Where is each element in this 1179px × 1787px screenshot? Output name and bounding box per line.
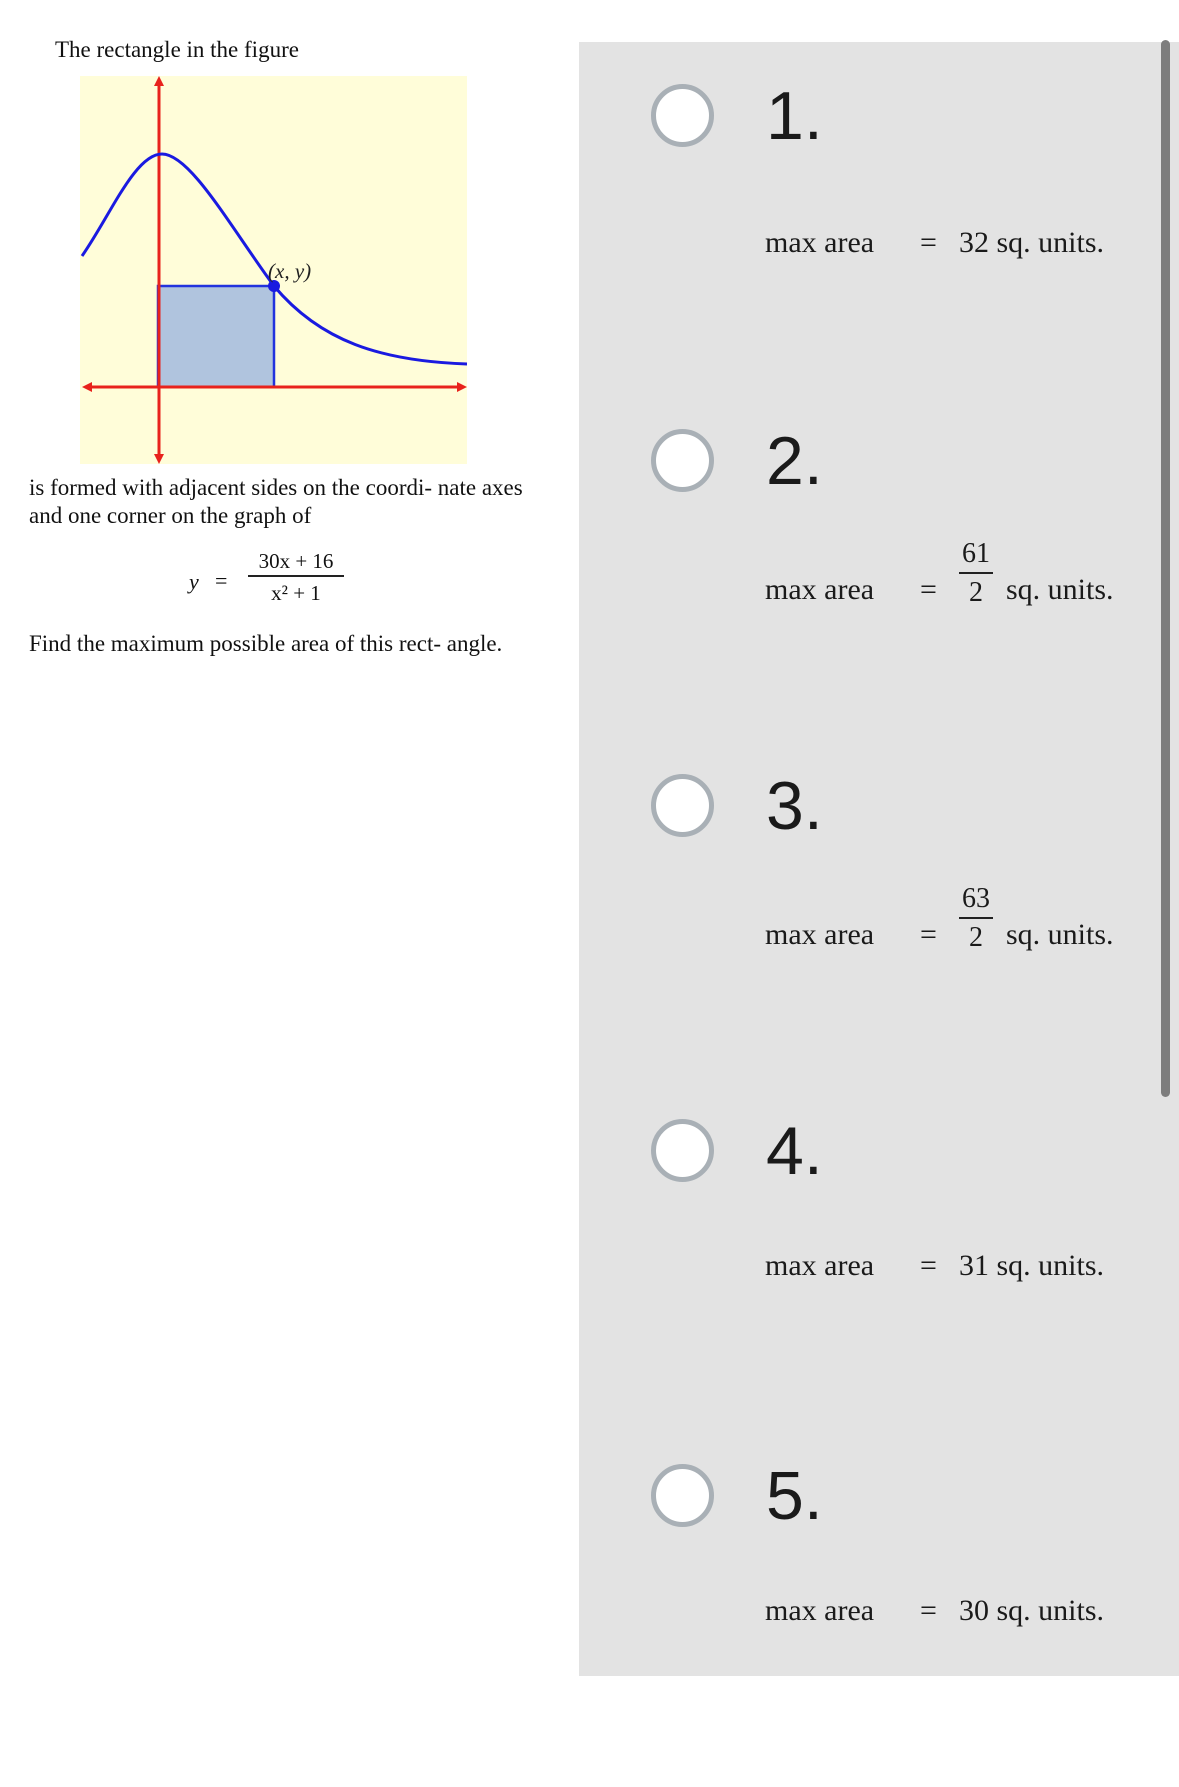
choice-1-label: max area xyxy=(765,226,875,259)
choice-3-unit: sq. units. xyxy=(1006,918,1114,951)
choice-4-number: 4. xyxy=(766,1113,823,1189)
inscribed-rectangle xyxy=(158,286,274,387)
question-intro-text: The rectangle in the figure xyxy=(55,37,299,62)
point-label: (x, y) xyxy=(268,259,312,283)
choice-1-answer xyxy=(765,202,1165,282)
choice-3-numerator: 63 xyxy=(962,883,990,914)
equation-lhs: y xyxy=(189,569,199,594)
choice-3[interactable] xyxy=(579,752,1179,1097)
choice-5-equals: = xyxy=(920,1594,937,1627)
choice-2-radio[interactable] xyxy=(651,429,714,492)
choice-5-label: max area xyxy=(765,1594,875,1627)
choice-2-label: max area xyxy=(765,573,875,606)
choice-4-radio[interactable] xyxy=(651,1119,714,1182)
choice-1-radio[interactable] xyxy=(651,84,714,147)
choice-3-number: 3. xyxy=(766,768,823,844)
answer-choices-panel xyxy=(579,42,1179,1676)
choice-3-fraction xyxy=(958,882,994,955)
choice-4[interactable] xyxy=(579,1097,1179,1442)
choice-5-radio[interactable] xyxy=(651,1464,714,1527)
rectangle-figure xyxy=(80,76,467,464)
choice-2-fraction-bar xyxy=(959,572,993,574)
question-middle-text: is formed with adjacent sides on the coordi- nate axes and one corner on the graph of xyxy=(29,475,523,528)
choice-4-equals: = xyxy=(920,1249,937,1282)
equation-denominator: x² + 1 xyxy=(271,580,321,605)
choice-5-answer xyxy=(765,1570,1165,1650)
choice-5-number: 5. xyxy=(766,1458,823,1534)
equation-equals: = xyxy=(215,568,228,593)
choice-3-fraction-bar xyxy=(959,917,993,919)
choice-3-label: max area xyxy=(765,918,875,951)
choice-5-value: 30 sq. units. xyxy=(959,1594,1105,1627)
scrollbar[interactable] xyxy=(1161,40,1170,1097)
question-find-text: Find the maximum possible area of this rect- angle. xyxy=(29,631,503,656)
choice-2-fraction xyxy=(958,537,994,610)
choice-2-equals: = xyxy=(920,573,937,606)
choice-1-number: 1. xyxy=(766,78,823,154)
choice-3-equals: = xyxy=(920,918,937,951)
choice-5[interactable] xyxy=(579,1442,1179,1787)
question-panel xyxy=(0,0,578,1676)
choice-4-answer xyxy=(765,1225,1165,1305)
choice-3-answer xyxy=(765,883,1165,974)
function-equation xyxy=(185,547,385,617)
choice-2[interactable] xyxy=(579,407,1179,752)
choice-4-label: max area xyxy=(765,1249,875,1282)
choice-2-answer xyxy=(765,538,1165,629)
choice-4-value: 31 sq. units. xyxy=(959,1249,1105,1282)
choice-3-denominator: 2 xyxy=(969,921,983,953)
equation-numerator: 30x + 16 xyxy=(258,549,334,573)
choice-2-numerator: 61 xyxy=(962,538,990,569)
choice-2-number: 2. xyxy=(766,423,823,499)
choice-1[interactable] xyxy=(579,62,1179,407)
figure-graph xyxy=(80,76,467,464)
choice-1-equals: = xyxy=(920,226,937,259)
choice-1-value: 32 sq. units. xyxy=(959,226,1105,259)
equation-fraction xyxy=(248,547,344,607)
choice-2-denominator: 2 xyxy=(969,576,983,608)
choice-3-radio[interactable] xyxy=(651,774,714,837)
choice-2-unit: sq. units. xyxy=(1006,573,1114,606)
